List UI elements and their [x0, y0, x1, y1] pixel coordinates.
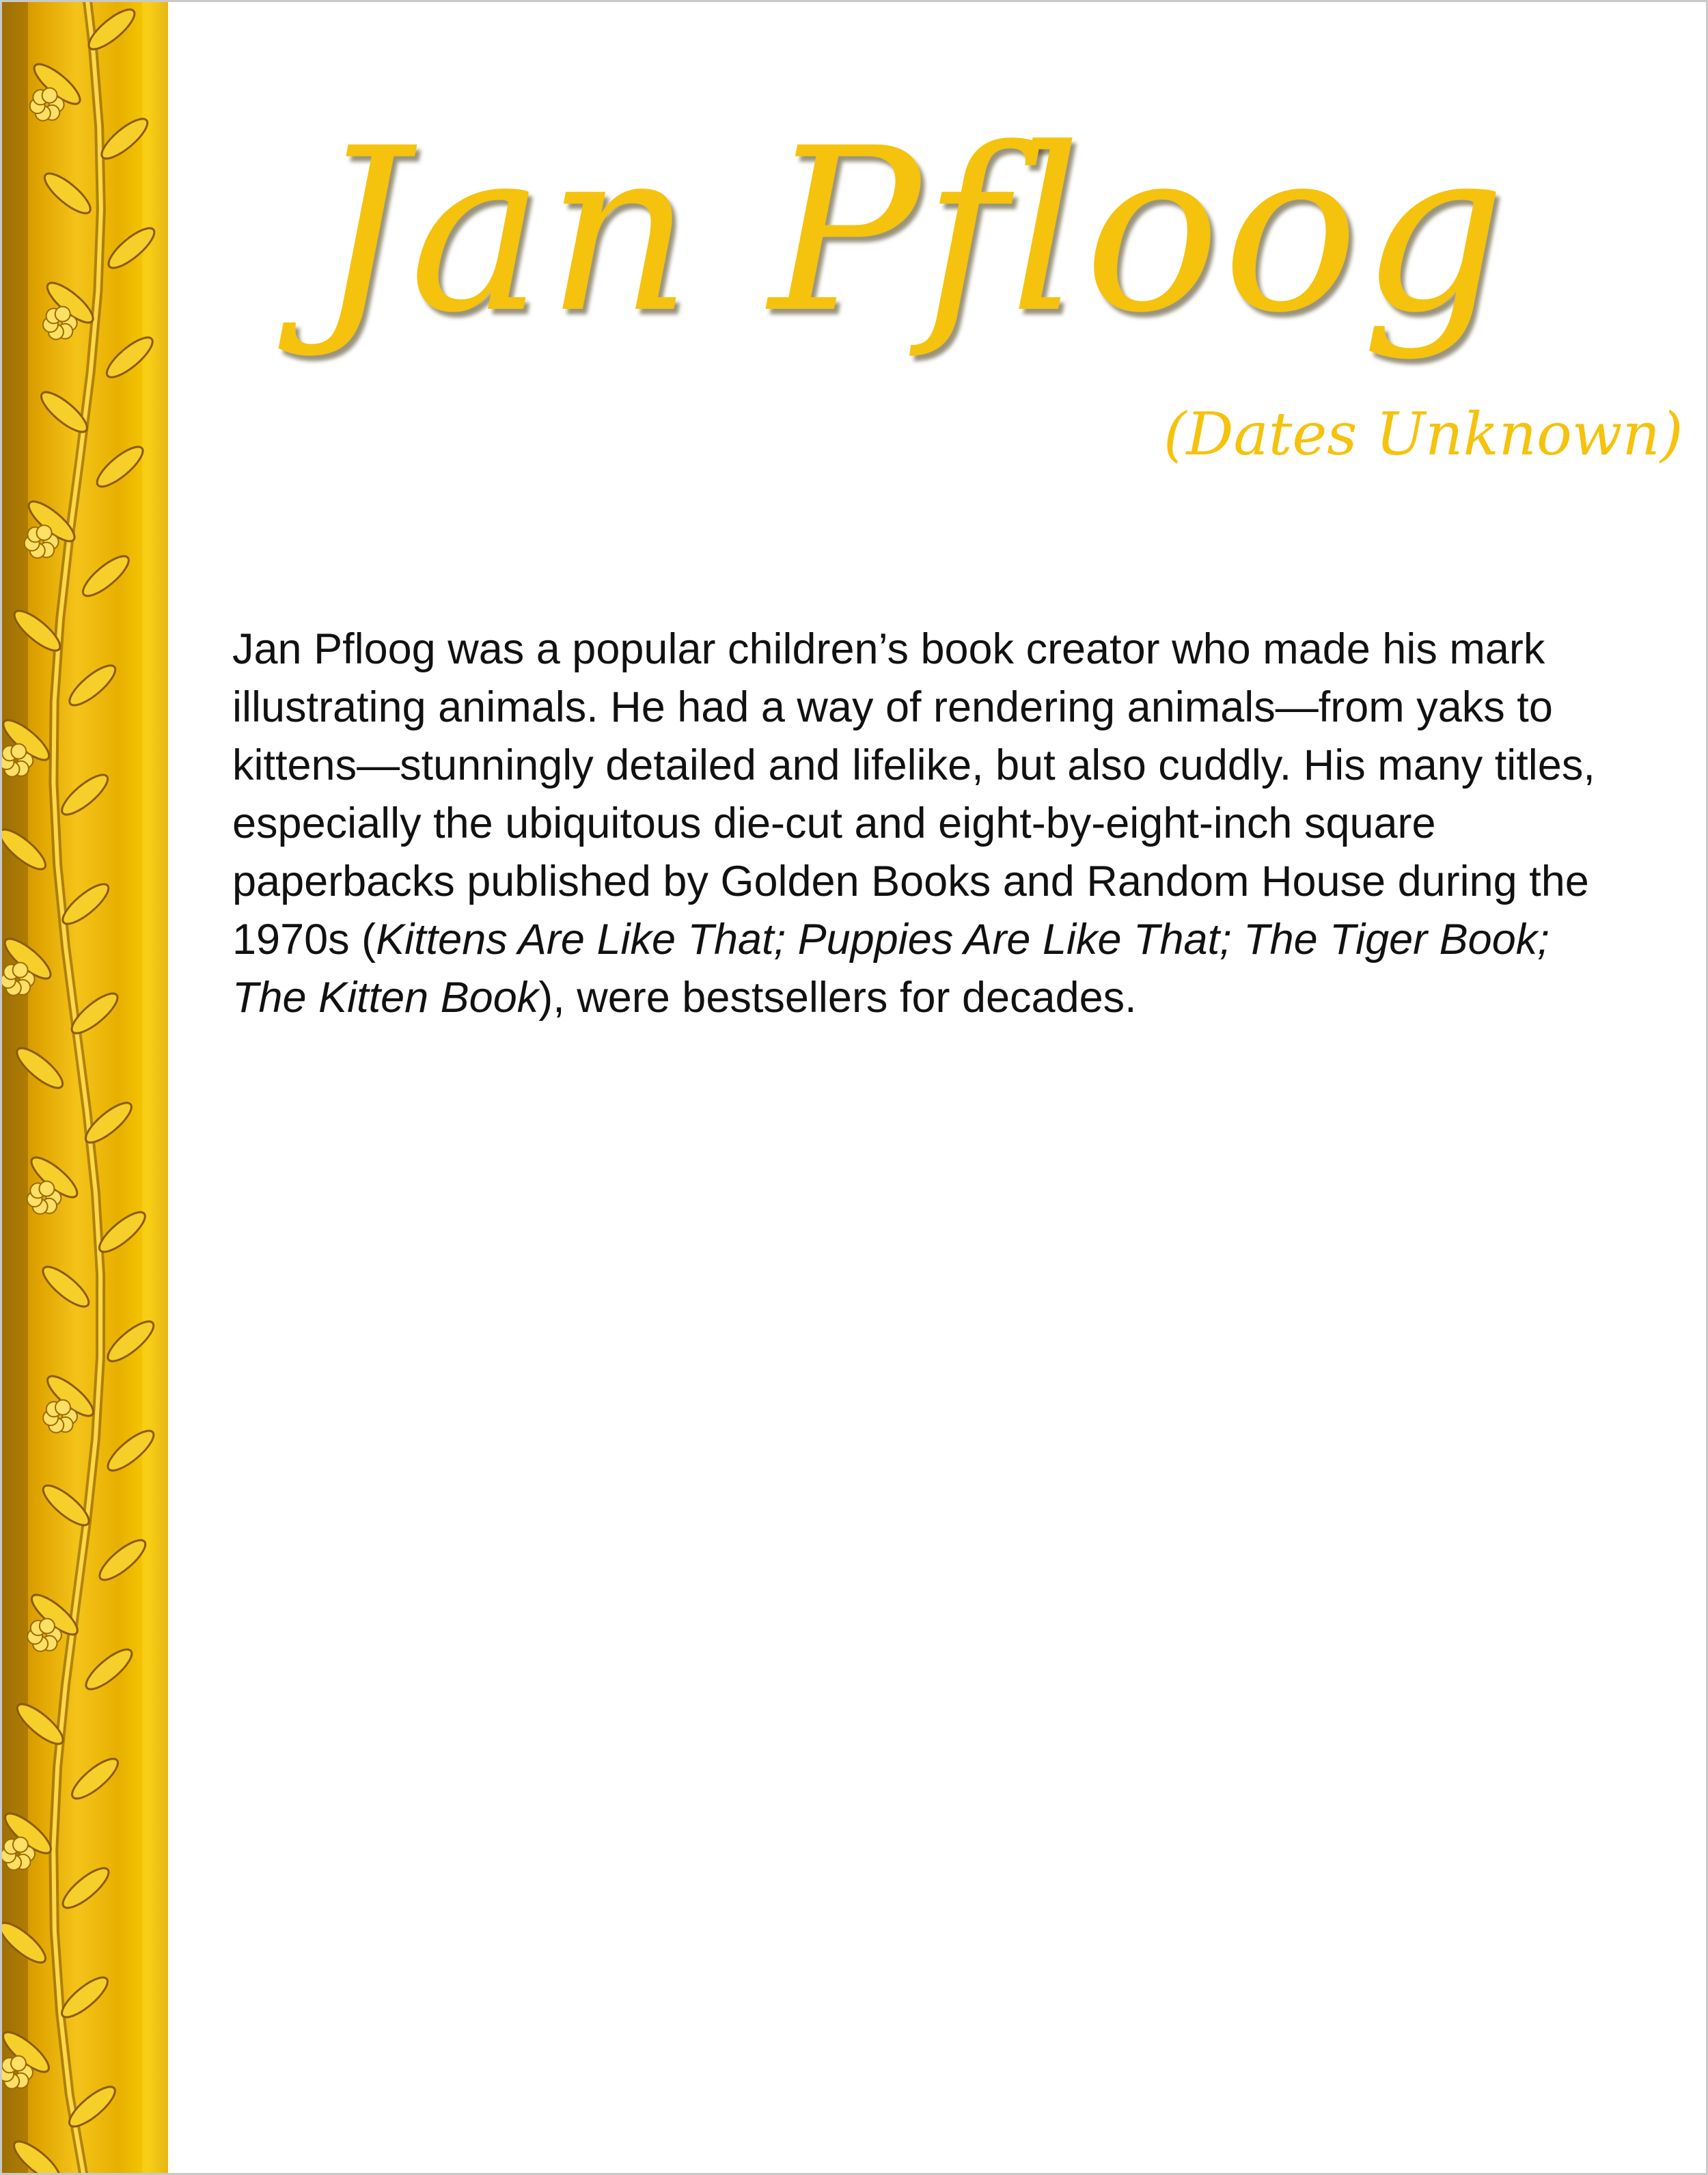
- author-biography: [232, 620, 1626, 1027]
- title-block: [289, 100, 1683, 487]
- author-dates: (Dates Unknown): [1163, 400, 1683, 469]
- bio-text-end: ), were bestsellers for decades.: [538, 974, 1137, 1022]
- vine-illustration: [2, 2, 168, 2175]
- author-name-title: Jan Pfloog: [316, 100, 1509, 362]
- golden-vine-border: [2, 2, 168, 2175]
- bio-book-titles: Kittens Are Like That; Puppies Are Like That; The Tiger Book; The Kitten Book: [232, 916, 1549, 1022]
- bio-text-start: Jan Pfloog was a popular children’s book creator who made his mark illustrating animals. He had a way of rendering animals—from yaks to kittens—stunningly detailed and lifelike, but also cuddly. His many titles, especially the ubiquitous die-cut and eight-by-eight-inch square paperbacks published by Golden Books and Random House during the 1970s (: [232, 625, 1595, 963]
